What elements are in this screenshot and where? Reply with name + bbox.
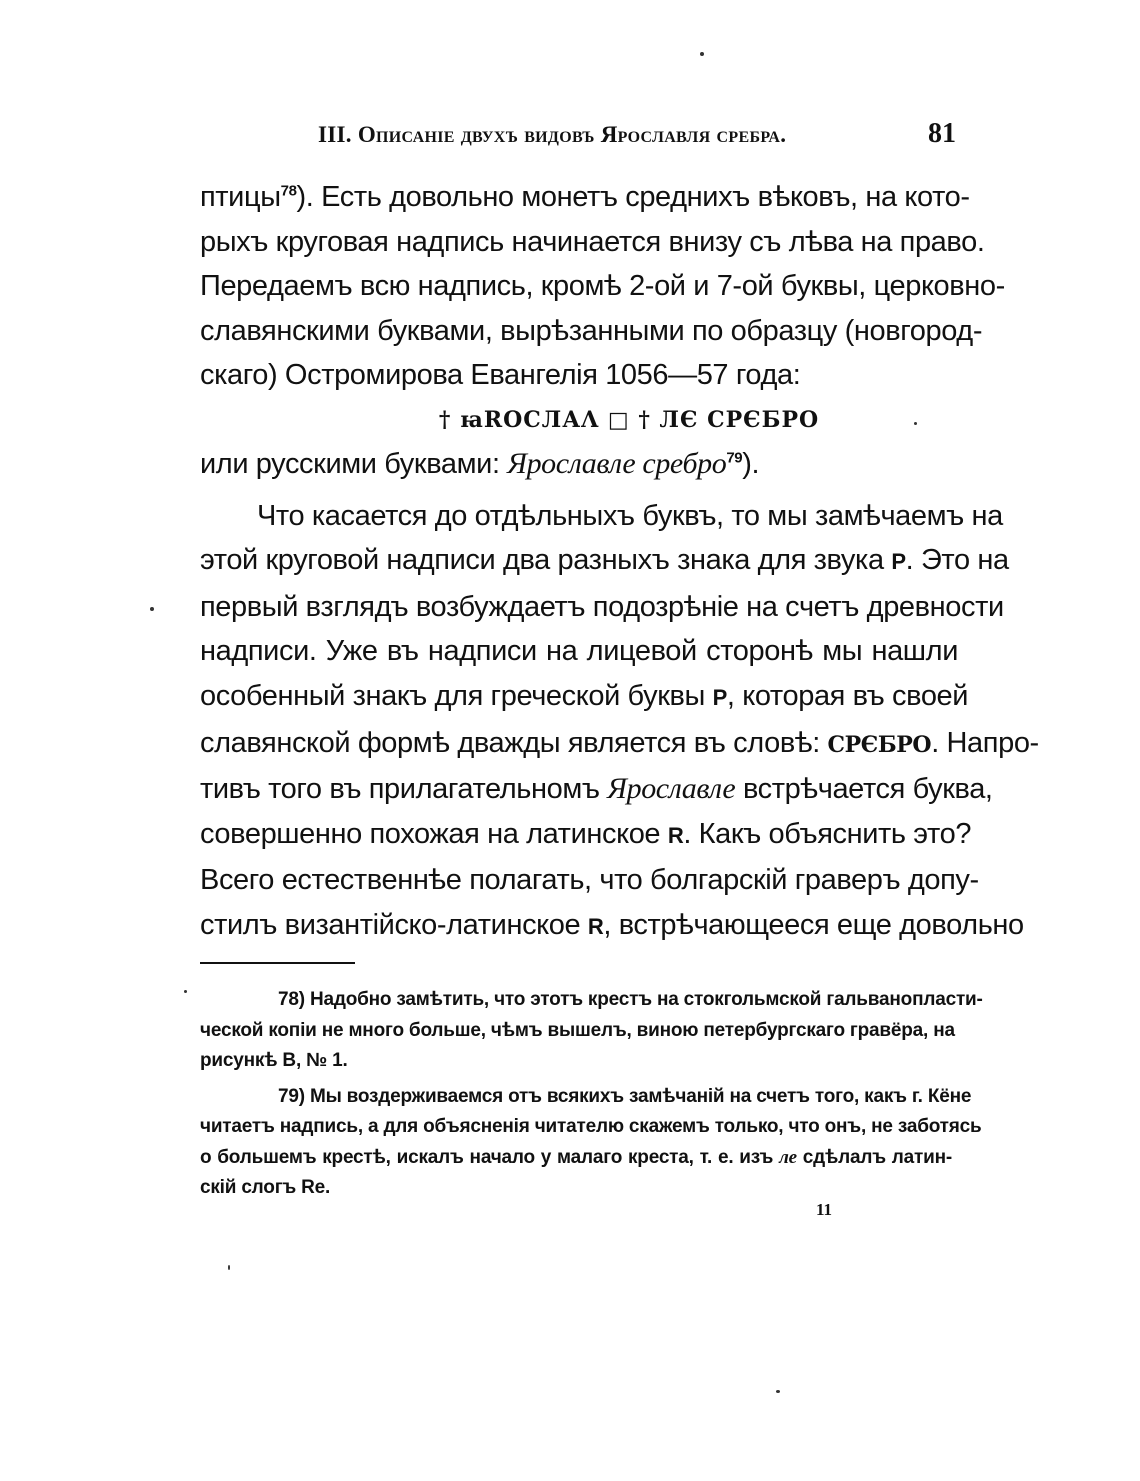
scan-speck xyxy=(150,607,154,611)
italic-phrase: Ярославле сребро xyxy=(507,446,727,480)
text-line: птицы$^{78}$). Есть довольно монетъ среднихъ вѣковъ, на кото- xyxy=(200,181,970,213)
text-line: этой круговой надписи два разныхъ знака для звука Р. Это на xyxy=(200,544,1009,577)
text-line: скаго) Остромирова Евангелія 1056—57 года: xyxy=(200,359,801,392)
footnote-line: скій слогъ Re. xyxy=(200,1177,331,1198)
footnotes xyxy=(200,985,983,1209)
text-line: Всего естественнѣе полагать, что болгарскій граверъ допу- xyxy=(200,864,979,897)
chapter-title: III. Описаніе двухъ видовъ Ярославля сребра. xyxy=(318,122,787,147)
scan-speck xyxy=(914,422,917,425)
footnote-separator xyxy=(200,962,355,964)
footnote-ref-79[interactable]: 79 xyxy=(726,449,743,467)
text-line: совершенно похожая на латинское R. Какъ объяснить это? xyxy=(200,817,972,850)
footnote-line: ческой копіи не много больше, чѣмъ вышелъ, виною петербургскаго гравёра, на xyxy=(200,1019,955,1041)
scan-speck xyxy=(776,1390,780,1393)
footnote-line: читаетъ надпись, а для объясненія читателю скажемъ только, что онъ, не заботясь xyxy=(200,1116,982,1137)
footnote-78 xyxy=(200,985,983,1077)
text-line: славянскими буквами, вырѣзанными по образцу (новгород- xyxy=(200,314,983,347)
text-line: стилъ византійско-латинское R, встрѣчающееся еще довольно xyxy=(200,908,1024,941)
scan-speck xyxy=(184,990,187,993)
old-slavonic-inscription: † ꙗROCЛАɅ □ † ЛЄ СРЄБРО xyxy=(438,406,820,433)
signature-mark: 11 xyxy=(816,1200,833,1219)
footnote-line: 79) Мы воздерживаемся отъ всякихъ замѣчаній на счетъ того, какъ г. Кёне xyxy=(278,1085,972,1107)
text-line: рыхъ круговая надпись начинается внизу съ лѣва на право. xyxy=(200,225,985,258)
page-number: 81 xyxy=(928,118,956,149)
footnote-ref-78[interactable]: 78 xyxy=(280,182,297,200)
text-line: особенный знакъ для греческой буквы Р, которая въ своей xyxy=(200,679,969,712)
main-text xyxy=(200,175,1039,950)
footnote-line: рисункѣ В, № 1. xyxy=(200,1050,348,1071)
text-line: тивъ того въ прилагательномъ Ярославле встрѣчается буква, xyxy=(200,772,993,806)
scan-speck xyxy=(228,1265,230,1270)
footnote-line: 78) Надобно замѣтить, что этотъ крестъ на стокгольмской гальванопласти- xyxy=(278,989,983,1010)
footnote-line: о большемъ крестѣ, искалъ начало у малаго креста, т. е. изъ ле сдѣлалъ латин- xyxy=(200,1146,952,1168)
text-line: Передаемъ всю надпись, кромѣ 2-ой и 7-ой буквы, церковно- xyxy=(200,270,1005,303)
text-line: первый взглядъ возбуждаетъ подозрѣніе на счетъ древности xyxy=(200,590,1004,623)
footnote-79 xyxy=(200,1082,982,1204)
text-line: надписи. Уже въ надписи на лицевой сторонѣ мы нашли xyxy=(200,635,958,668)
running-header xyxy=(318,118,958,158)
text-line: или русскими буквами: Ярославле сребро$^{79}$). xyxy=(200,446,760,480)
text-line: Что касается до отдѣльныхъ буквъ, то мы замѣчаемъ на xyxy=(257,499,1003,532)
scan-speck xyxy=(700,52,704,56)
text-line: славянской формѣ дважды является въ словѣ: СРЄБРО. Напро- xyxy=(200,726,1039,759)
